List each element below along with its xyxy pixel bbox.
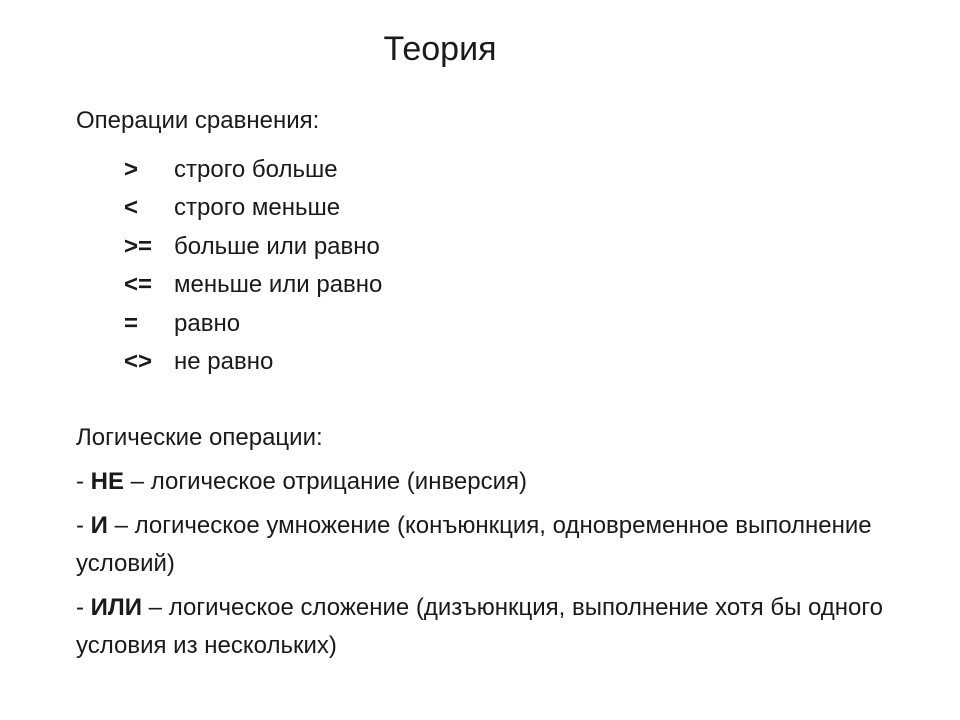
slide-title: Теория <box>383 30 497 68</box>
list-dash: - <box>76 468 91 495</box>
logical-description: – логическое отрицание (инверсия) <box>124 468 528 495</box>
operator-symbol: > <box>124 156 139 183</box>
comparison-heading: Операции сравнения: <box>76 107 320 134</box>
logical-description: – логическое сложение (дизъюнкция, выполнение хотя бы одного условия из нескольких) <box>76 594 883 659</box>
logical-term: НЕ <box>90 468 125 495</box>
operator-symbol: <= <box>124 271 153 299</box>
operator-symbol: < <box>124 194 139 222</box>
comparison-item <box>124 228 382 266</box>
logical-heading: Логические операции: <box>76 424 323 451</box>
operator-symbol: >= <box>124 232 153 260</box>
list-dash: - <box>76 594 91 621</box>
logical-item <box>76 589 896 665</box>
operator-description: равно <box>174 309 241 337</box>
comparison-item <box>124 266 382 304</box>
operator-description: строго меньше <box>174 194 341 222</box>
logical-list <box>76 463 896 671</box>
comparison-item <box>124 343 382 381</box>
operator-description: строго больше <box>174 156 338 183</box>
logical-description: – логическое умножение (конъюнкция, одновременное выполнение условий) <box>76 512 872 577</box>
operator-description: не равно <box>174 347 274 375</box>
operator-description: больше или равно <box>174 232 380 260</box>
list-dash: - <box>76 512 91 539</box>
logical-term: ИЛИ <box>90 594 143 621</box>
operator-symbol: <> <box>124 347 153 375</box>
logical-item <box>76 507 896 583</box>
comparison-list <box>124 151 382 381</box>
comparison-item <box>124 151 382 189</box>
logical-term: И <box>90 512 108 539</box>
comparison-item <box>124 305 382 343</box>
logical-item <box>76 463 896 501</box>
operator-symbol: = <box>124 309 139 337</box>
operator-description: меньше или равно <box>174 271 383 299</box>
comparison-item <box>124 189 382 227</box>
